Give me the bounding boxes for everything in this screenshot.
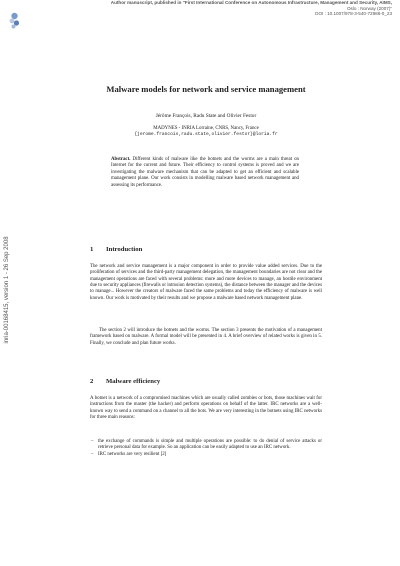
banner-line-1: Author manuscript, published in "First International Conference on Autonomous Infrastructure, Management and Security, AIMS, — [110, 0, 392, 5]
body-paragraph: A botnet is a network of a compromised machines which are usually called zombies or bots, those machines wait for instructions from the master (the hacker) and perform operations on behalf of the latter. IRC networks are a well-known way to send a command on a channel to all the bots. We are very interesting in the botnets using IRC networks for three main reasons: — [90, 396, 322, 421]
paper-title: Malware models for network and service management — [106, 84, 306, 94]
paper-affiliation: MADYNES - INRIA Lorraine, CNRS, Nancy, France — [153, 126, 259, 131]
bullet-list — [90, 439, 322, 458]
paper-authors: Jérôme François, Radu State and Olivier Festor — [155, 113, 257, 119]
section-heading-introduction — [90, 246, 142, 253]
hal-side-identifier — [0, 200, 14, 380]
body-paragraph: The network and service management is a major component in order to provide value added services. Due to the proliferation of services and the third-party management delegation, the management boundaries are not clear and the management operations are faced with several problems: more and more devices to manage, an hostile environment due to security appliances (firewalls or intrusion detection systems), the distance between the manager and the devices to manage... However the creators of malware faced the same problems and today the efficiency of malware is well known. Our work is motivated by their results and we propose a malware based network management plane. — [90, 264, 322, 301]
banner-doi: DOI : 10.1007/978-3-540-72986-0_23 — [315, 11, 392, 17]
section-heading-malware-efficiency — [90, 378, 160, 385]
body-paragraph: The section 2 will introduce the botnets and the worms. The section 3 presents the motivation of a management framework based on malware. A formal model will be presented in 4. A brief overview of related works is given in 5. Finally, we conclude and plan future works. — [90, 328, 322, 346]
list-item: – the exchange of commands is simple and multiple operations are possible: to do denial of service attacks or retrieve personal data for example. So an application can be easily adapted to use an IRC network. — [90, 439, 322, 452]
hal-id-text: inria-00168415, version 1 - 26 Sep 2008 — [4, 236, 10, 344]
publication-banner — [52, 0, 392, 17]
hal-logo-icon — [8, 12, 21, 30]
section-number: 2 — [90, 378, 94, 385]
abstract-text: Different kinds of malware like the botnets and the worms are a main threat on Internet for the current and future. Their efficiency to control systems is proved and we are investigating the malware mechanism that can be adapted to get an efficient and scalable management plane. Our work consists in modelling malware based network management and assessing its performance. — [111, 157, 299, 188]
section-title: Introduction — [106, 246, 143, 253]
section-number: 1 — [90, 246, 94, 253]
section-title: Malware efficiency — [106, 378, 161, 385]
paper-email: {jerome.francois,radu.state,olivier.festor}@loria.fr — [134, 132, 278, 138]
list-item: – IRC networks are very resilient [2] — [90, 452, 322, 458]
abstract-label: Abstract. — [111, 157, 131, 162]
abstract — [111, 157, 299, 189]
banner-line-2: Oslo : Norway (2007)" — [346, 5, 392, 11]
paper-affiliation-block — [90, 126, 322, 139]
